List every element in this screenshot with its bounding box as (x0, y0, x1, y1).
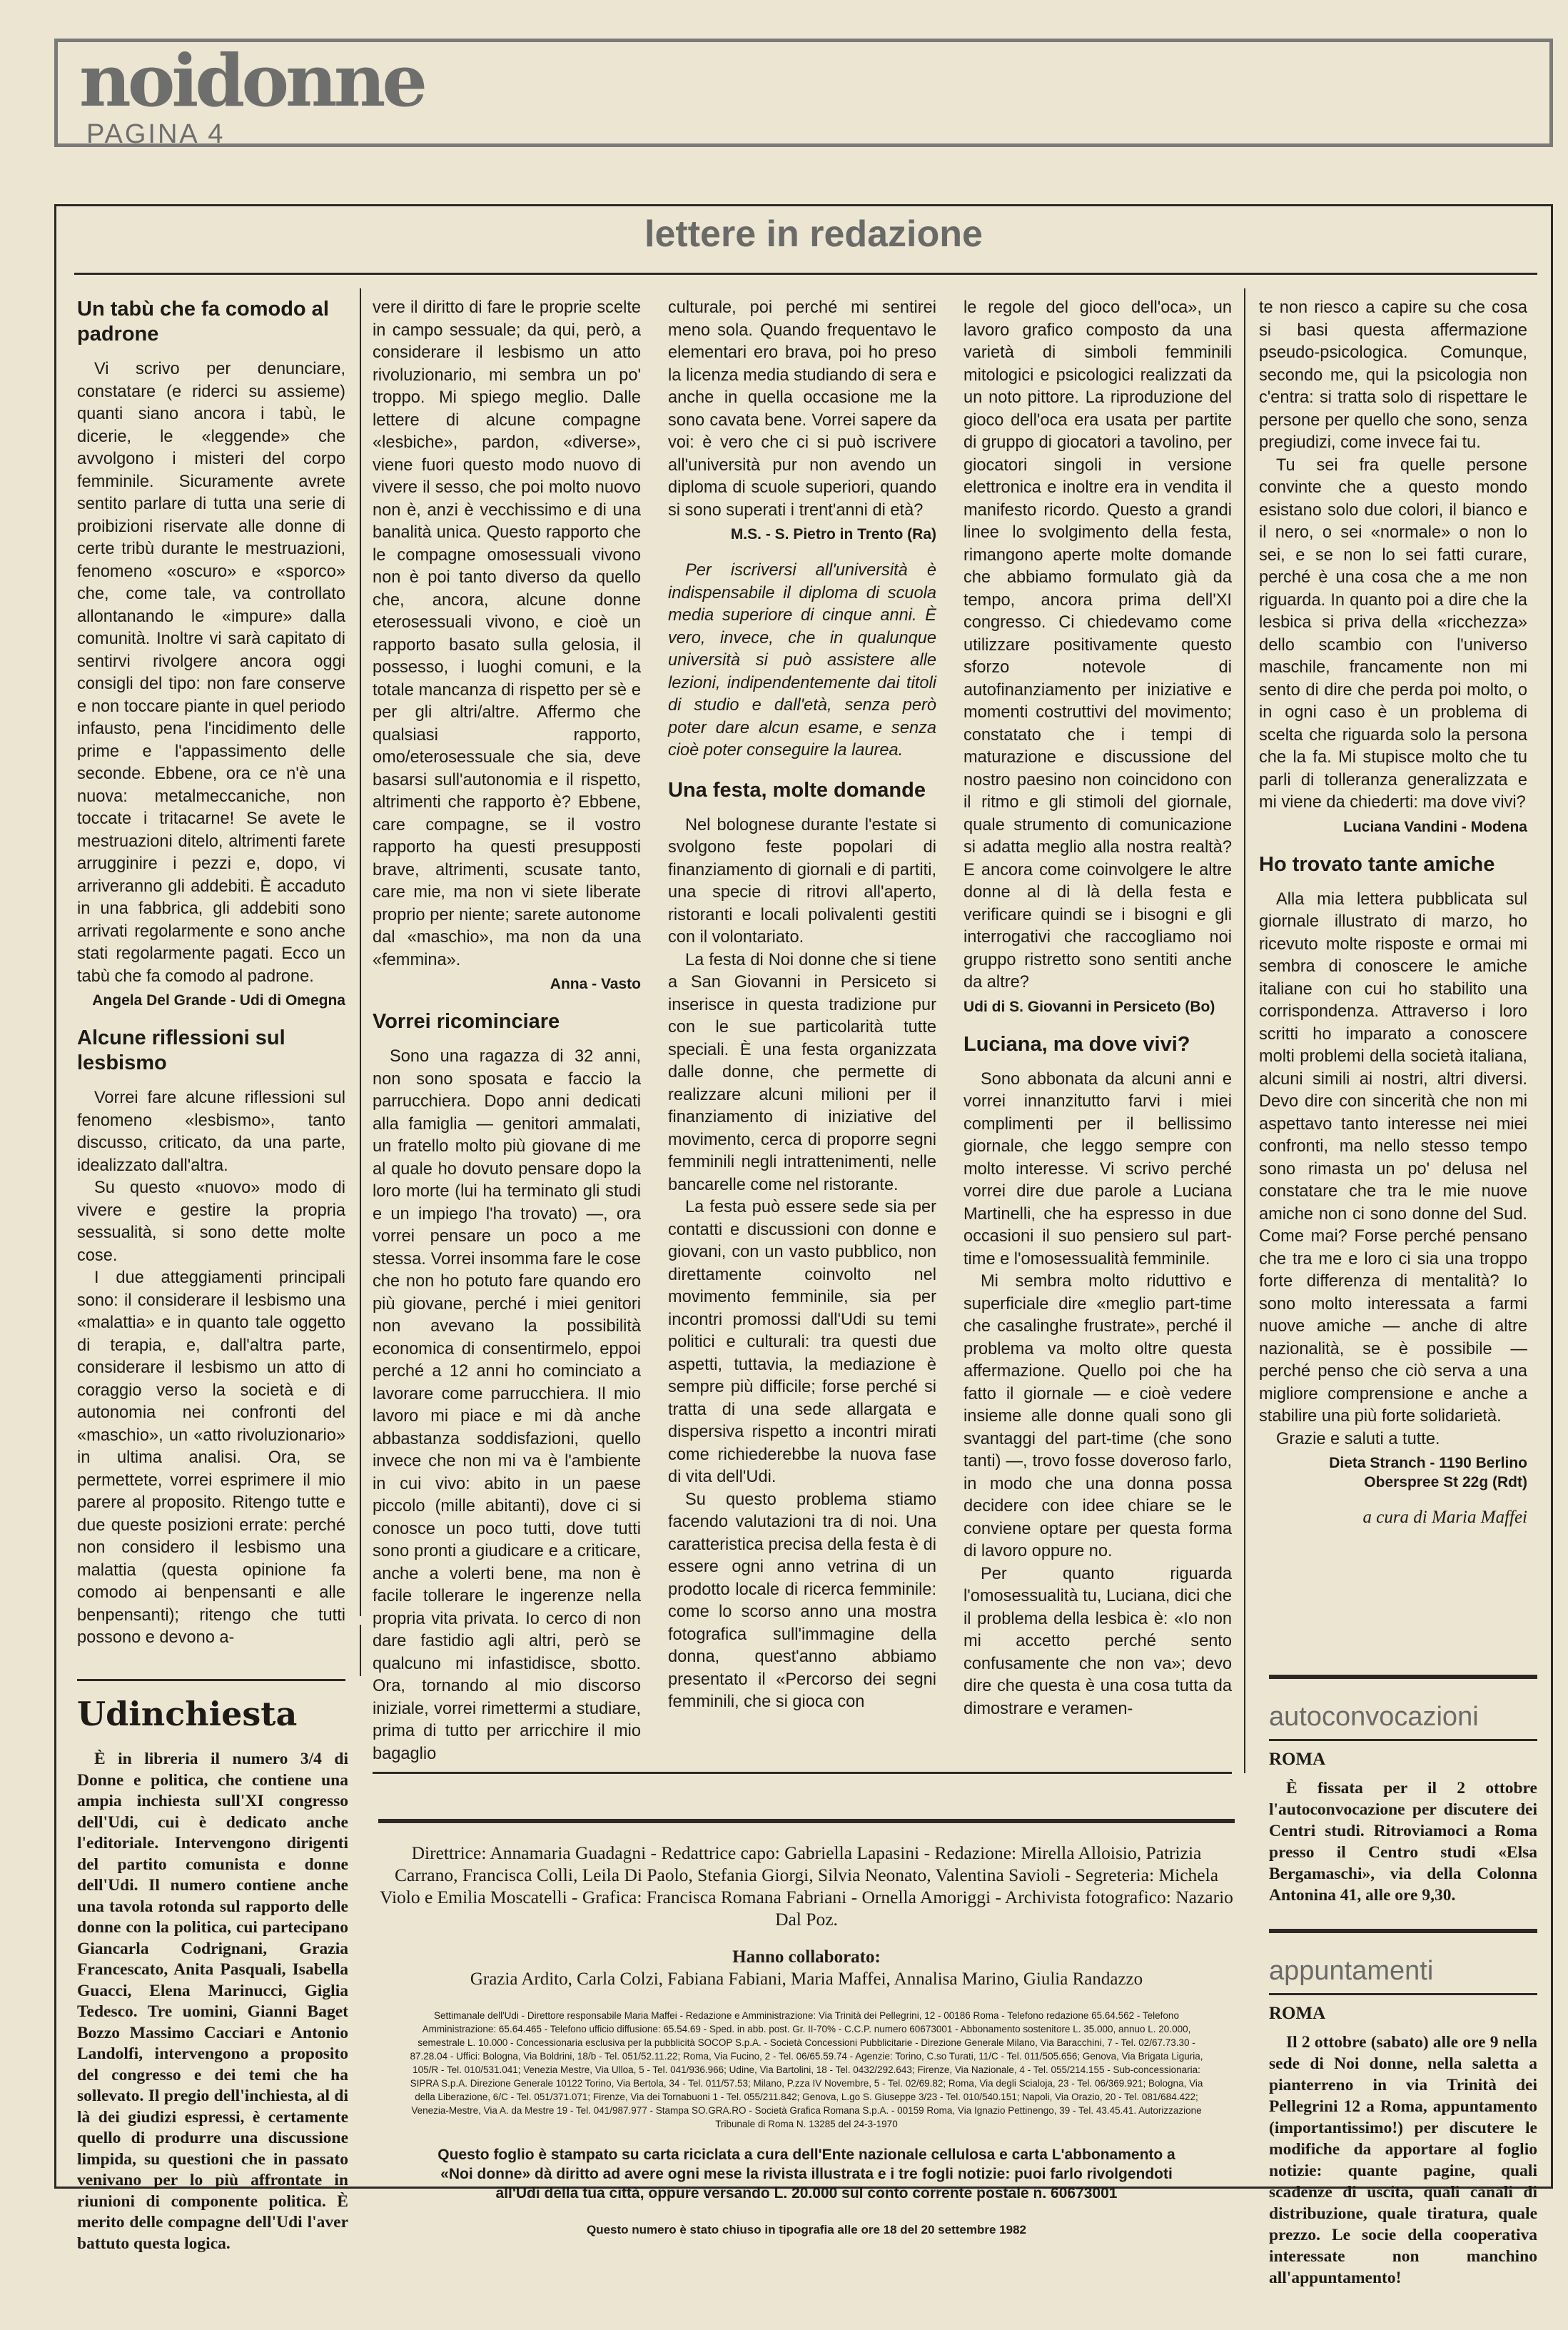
udinchiesta-text (77, 1749, 348, 2254)
letters-column-1 (77, 297, 345, 1650)
editorial-reply: Per iscriversi all'università è indispensabile il diploma di scuola media superiore di cinque anni. È vero, invece, che in qualunque università si può assistere alle lezioni, indipendentemente dai titoli di studio e dall'età, senza però poter dare alcun esame, e senza cioè poter conseguire la laurea. (668, 561, 936, 760)
letter-signature: Angela Del Grande - Udi di Omegna (92, 992, 345, 1009)
column-divider (1244, 288, 1245, 1773)
letter-text: le regole del gioco dell'oca», un lavoro grafico composto da una varietà di simboli femminili mitologici e psicologici realizzati da un noto pittore. La riproduzione del gioco dell'oca era usata per partite di gruppo di giocatori a tavolino, per giocatori singoli in versione elettronica e inoltre era in vendita il manifesto ricordo. Questo a grandi linee lo svolgimento della festa, rimangono aperte molte domande che abbiamo formulato già da tempo, ancora prima dell'XI congresso. Ci chiedevamo come utilizzare positivamente questo sforzo notevole di autofinanziamento per iniziative e momenti costruttivi del movimento; constatato che i tempi di maturazione e discussione del nostro paesino non coincidono con il ritmo e gli stimoli del giornale, quale strumento di comunicazione si adatta meglio alla nostra realtà? E ancora come coinvolgere le altre donne al di là della festa e verificare quindi se i bisogni e gli interrogativi che raccogliamo noi gruppo ristretto sono sentiti anche da altre? (963, 298, 1232, 992)
credits-top-rule (378, 1819, 1235, 1825)
letter-text: Grazie e saluti a tutte. (1276, 1429, 1440, 1448)
letter-heading: Un tabù che fa comodo al padrone (77, 298, 329, 346)
letter-signature: Anna - Vasto (550, 976, 641, 992)
column-divider (360, 288, 361, 1616)
letter-text: Vi scrivo per denunciare, constatare (e riderci su assieme) quanti siano ancora i tabù, le dicerie, le «leggende» che avvolgono i misteri del corpo femminile. Sicuramente avrete sentito parlare di tutta una serie di proibizioni riservate alle donne di certe tribù durante le mestruazioni, fenomeno «oscuro» e «sporco» che, come tale, va controllato allontanando le «impure» dalla comunità. Inoltre vi sarà capitato di sentirvi rivolgere ancora oggi consigli del tipo: non fare conserve e non toccare piante in quel periodo infausto, pena l'incidimento delle prime e l'appassimento delle seconde. Ebbene, ora ce n'è una nuova: metalmeccaniche, non toccate i tritacarne! Se avete le mestruazioni ditelo, altrimenti farete arrugginire i pezzi e, dopo, vi arriveranno gli addebiti. È accaduto in una fabbrica, gli addebiti sono arrivati regolarmente e sono anche stati regolarmente pagati. Ecco un tabù che fa comodo al padrone. (77, 360, 345, 986)
udinchiesta-paragraph: È in libreria il numero 3/4 di Donne e politica, che contiene una ampia inchiesta sull'XI congresso dell'Udi, cui è dedicato anche l'editoriale. Intervengono dirigenti del partito comunista e donne dell'Udi. Il numero contiene anche una tavola rotonda sul rapporto delle donne con la politica, cui partecipano Giancarla Codrignani, Grazia Francescato, Anita Pasquali, Isabella Guacci, Elena Marinucci, Giglia Tedesco. Tre uomini, Gianni Baget Bozzo Massimo Cacciari e Antonio Landolfi, intervengono a proposito del congresso e dei temi che ha sollevato. Il pregio dell'inchiesta, al di là dei giudizi espressi, è certamente quello di produrre una discussione limpida, su questioni che in passato venivano per lo più affrontate in riunioni di componente politica. È merito delle compagne dell'Udi l'aver battuto questa logica. (77, 1750, 348, 2253)
letter-text: Mi sembra molto riduttivo e superficiale dire «meglio part-time che casalinghe frustrate», perché il problema va molto oltre questa affermazione. Quello poi che ha fatto il giornale — e cioè vedere insieme alle donne quali sono gli svantaggi del part-time (che sono tanti) —, trovo fosse doveroso farlo, in modo che una donna possa decidere con idee chiare se le conviene optare per questa forma di lavoro oppure no. (963, 1272, 1232, 1560)
box-rule (1269, 1739, 1537, 1741)
masthead (54, 39, 1553, 147)
letter-text: Sono abbonata da alcuni anni e vorrei innanzitutto farvi i miei complimenti per il bellissimo giornale, che leggo sempre con molto interesse. Vi scrivo perché vorrei dire due parole a Luciana Martinelli, che ha espresso in due occasioni il suo pensiero sul part-time e l'omosessualità femminile. (963, 1069, 1232, 1269)
letter-text: Sono una ragazza di 32 anni, non sono sposata e faccio la parrucchiera. Dopo anni dedicati alla famiglia — genitori ammalati, un fratello molto più giovane di me al quale ho dovuto pensare dopo la loro morte (lui ha terminato gli studi e un impiego l'ha trovato) —, ora vorrei pensare un poco a me stessa. Vorrei insomma fare le cose che non ho potuto fare quando ero più giovane, perché i miei genitori non avevano la possibilità economica di consentirmelo, eppoi perché a 12 anni ho cominciato a lavorare come parrucchiera. Il mio lavoro mi piace e mi dà anche abbastanza soddisfazioni, quello invece che non mi va è l'ambiente in cui vivo: abito in un paese piccolo (mille abitanti), dove ci si conosce un poco tutti, dove tutti sono pronti a giudicare e a criticare, anche a volerti bene, ma non è facile tollerare le ingerenze nella propria vita privata. Io cerco di non dare fastidio agli altri, però se qualcuno mi infastidisce, sbotto. Ora, tornando al mio discorso iniziale, vorrei rimettermi a studiare, prima di tutto per arricchire il mio bagaglio (373, 1047, 641, 1763)
legal-notice: Settimanale dell'Udi - Direttore responsabile Maria Maffei - Redazione e Amministrazione: Via Trinità dei Pellegrini, 12 - 00186 Roma - Telefono redazione 65.64.562 - Telefono Amministrazione: 65.64.465 - Telefono ufficio diffusione: 65.54.69 - Sped. in abb. post. Gr. II-70% - C.C.P. numero 60673001 - Abbonamento sostenitore L. 35.000, annuo L. 20.000, semestrale L. 10.000 - Concessionaria esclusiva per la pubblicità SOCOP S.p.A. - Società Concessioni Pubblicitarie - Direzione Generale Milano, Via Baracchini, 7 - Tel. 02/67.73.30 - 87.28.04 - Uffici: Bologna, Via Boldrini, 18/b - Tel. 051/52.11.22; Roma, Via Fucino, 2 - Tel. 06/65.59.74 - Agenzie: Torino, C.so Turati, 11/C - Tel. 011/505.656; Genova, Via Brigata Liguria, 105/R - Tel. 010/531.041; Venezia Mestre, Via Ulloa, 5 - Tel. 041/936.966; Udine, Via Bartolini, 18 - Tel. 0432/292.643; Firenze, Via Nazionale, 4 - Tel. 055/214.155 - Sub-concessionaria: SIPRA S.p.A. Direzione Generale 10122 Torino, Via Bertola, 34 - Tel. 011/57.53; Milano, P.zza IV Novembre, 5 - Tel. 02/69.82; Roma, Via degli Scialoja, 23 - Tel. 06/369.921; Bologna, Via della Liberazione, 6/C - Tel. 051/371.071; Firenze, Via dei Tornabuoni 1 - Tel. 055/211.842; Genova, L.go S. Giuseppe 3/23 - Tel. 010/540.151; Napoli, Via Orazio, 20 - Tel. 081/684.422; Venezia-Mestre, Via A. da Mestre 19 - Tel. 041/987.977 - Stampa SO.GRA.RO - Società Grafica Romana S.p.A. - 00159 Roma, Via Ignazio Pettinengo, 39 - Tel. 43.45.41. Autorizzazione Tribunale di Roma N. 13285 del 24-3-1970 (410, 2010, 1203, 2129)
letter-text: La festa di Noi donne che si tiene a San Giovanni in Persiceto si inserisce in questa tradizione pur con le sue particolarità tutte speciali. È una festa organizzata dalle donne, che permette di realizzare alcuni milioni per il finanziamento di iniziative del movimento, cerca di proporre segni femminili negli intrattenimenti, nelle bancarelle come nel ristorante. (668, 950, 936, 1194)
subscription-note: Questo foglio è stampato su carta riciclata a cura dell'Ente nazionale cellulosa e carta L'abbonamento a «Noi donne» dà diritto ad avere ogni mese la rivista illustrata e i tre fogli notizie: puoi farlo rivolgendoti all'Udi della tua città, oppure versando L. 20.000 sul conto corrente postale n. 60673001 (437, 2147, 1175, 2202)
column-divider (360, 1625, 361, 1676)
letter-text: Su questo problema stiamo facendo valutazioni tra di noi. Una caratteristica precisa della festa è di essere ogni anno vetrina di un prodotto locale di ricerca femminile: come lo scorso anno una mostra fotografica sull'immagine della donna, quest'anno abbiamo presentato il «Percorso dei segni femminili, che si gioca con (668, 1490, 936, 1711)
letter-heading: Alcune riflessioni sul lesbismo (77, 1027, 285, 1074)
title-rule (74, 273, 1537, 275)
letter-text: culturale, poi perché mi sentirei meno sola. Quando frequentavo le elementari ero brava, poi ho preso la licenza media studiando di sera e anche in quella occasione me la sono cavata bene. Vorrei sapere da voi: è vero che ci si può iscrivere all'università pur non avendo un diploma di scuole superiori, quando si sono superati i trent'anni di età? (668, 298, 936, 520)
section-rule (77, 1679, 345, 1681)
curator-credit: a cura di Maria Maffei (1362, 1508, 1527, 1527)
autoconvocazioni-city: ROMA (1269, 1750, 1326, 1769)
letter-heading: Vorrei ricominciare (373, 1010, 560, 1033)
letter-heading: Luciana, ma dove vivi? (963, 1032, 1190, 1056)
closing-note: Questo numero è stato chiuso in tipografia alle ore 18 del 20 settembre 1982 (587, 2223, 1026, 2236)
box-rule (1269, 1929, 1537, 1933)
letter-text: Su questo «nuovo» modo di vivere e gestire la propria sessualità, si sono dette molte cose. (77, 1179, 345, 1265)
letters-column-3 (668, 297, 936, 1714)
box-rule (1269, 1993, 1537, 1995)
autoconvocazioni-text (1269, 1777, 1537, 1906)
appuntamenti-city: ROMA (1269, 2004, 1326, 2023)
box-rule (1269, 1675, 1537, 1679)
appuntamenti-title: appuntamenti (1269, 1956, 1434, 1986)
masthead-name: noidonne (79, 39, 425, 123)
letter-signature: M.S. - S. Pietro in Trento (Ra) (730, 526, 936, 543)
letter-text: Tu sei fra quelle persone convinte che a questo mondo esistano solo due colori, il bianco e il nero, o sei «normale» o non lo sei, e se non lo sei fatti curare, perché è una cosa che a me non riguarda. In quanto poi a dire che la lesbica si priva della «ricchezza» dello scambio con l'universo maschile, francamente non mi sento di dire che perda poi molto, o in ogni caso è un problema di scelta che riguarda solo la persona che la fa. Mi stupisce molto che tu parli di tolleranza generalizzata e mi viene da chiederti: ma dove vivi? (1259, 455, 1527, 812)
collaborators-heading: Hanno collaborato: (732, 1947, 881, 1967)
letter-heading: Una festa, molte domande (668, 778, 926, 802)
letters-column-4 (963, 297, 1232, 1720)
section-rule (373, 1772, 1232, 1774)
letters-column-2 (373, 297, 641, 1765)
letter-text: Alla mia lettera pubblicata sul giornale illustrato di marzo, ho ricevuto molte risposte e ormai mi sembra di conoscere le amiche italiane con cui ho stabilito una corrispondenza. Attraverso i loro scritti ho imparato a conoscere molti problemi della società italiana, alcuni simili ai nostri, altri diversi. Devo dire con sincerità che non mi aspettavo tanto interesse nei miei confronti, ma nello stesso tempo sono rimasta un po' delusa nel constatare che tra le mie nuove amiche non ci sono donne del Sud. Come mai? Forse perché pensano che tra me e loro ci sia una troppo forte differenza di mentalità? Io sono molto interessata a farmi nuove amiche — anche di altre nazionalità, se è possibile — perché penso che ciò serva a una migliore comprensione e anche a stabilire una più forte solidarietà. (1259, 889, 1527, 1426)
appuntamenti-paragraph: Il 2 ottobre (sabato) alle ore 9 nella sede di Noi donne, nella saletta a pianterreno in via Trinità dei Pellegrini 12 a Roma, appuntamento (importantissimo!) per discutere le modifiche da apportare al foglio notizie: quante pagine, quali scadenze di uscita, quali canali di distribuzione, quale tiratura, quale prezzo. Le socie della cooperativa interessate non manchino all'appuntamento! (1269, 2033, 1537, 2287)
autoconvocazioni-paragraph: È fissata per il 2 ottobre l'autoconvocazione per discutere dei Centri studi. Ritroviamoci a Roma presso il Centro studi «Elsa Bergamaschi», via della Colonna Antonina 41, alle ore 9,30. (1269, 1779, 1537, 1905)
letter-signature: Luciana Vandini - Modena (1343, 818, 1527, 835)
letter-text: I due atteggiamenti principali sono: il considerare il lesbismo una «malattia» e in quanto tale oggetto di terapia, e, dall'altra parte, considerare il lesbismo un atto di coraggio verso la società e di autonomia nei confronti del «maschio», un «atto rivoluzionario» in ultima analisi. Ora, se permettete, vorrei esprimere il mio parere al proposito. Ritengo tutte e due queste posizioni errate: perché non considero il lesbismo una malattia (questa opinione fa comodo ai benpensanti e alle benpensanti); ritengo che tutti possono e devono a- (77, 1269, 345, 1647)
staff-list: Direttrice: Annamaria Guadagni - Redattrice capo: Gabriella Lapasini - Redazione: Mirella Alloisio, Patrizia Carrano, Francisca Colli, Leila Di Paolo, Stefania Giorgi, Silvia Neonato, Valentina Savioli - Segreteria: Michela Violo e Emilia Moscatelli - Grafica: Francisca Romana Fabriani - Ornella Amoriggi - Archivista fotografico: Nazario Dal Poz. (380, 1842, 1233, 1930)
letter-text: Per quanto riguarda l'omosessualità tu, Luciana, dici che il problema della lesbica è: «Io non mi accetto perché sento confusamente che non va»; devo dire che questa è una cosa tutta da dimostrare e veramen- (963, 1564, 1232, 1718)
letter-heading: Ho trovato tante amiche (1259, 852, 1495, 876)
autoconvocazioni-title: autoconvocazioni (1269, 1702, 1479, 1732)
page-number: PAGINA 4 (86, 119, 226, 149)
collaborators-names: Grazia Ardito, Carla Colzi, Fabiana Fabiani, Maria Maffei, Annalisa Marino, Giulia Randazzo (470, 1970, 1143, 1989)
letter-text: La festa può essere sede sia per contatti e discussioni con donne e giovani, con un vasto pubblico, non direttamente coinvolto nel movimento femminile, sia per incontri promossi dall'Udi su temi politici e culturali: tra questi due aspetti, tuttavia, la mediazione è sempre più difficile; forse perché si tratta di una sede allargata e dispersiva rispetto a incontri mirati come richiederebbe la nuova fase di vita dell'Udi. (668, 1198, 936, 1486)
section-title: lettere in redazione (644, 213, 983, 255)
appuntamenti-text (1269, 2032, 1537, 2289)
letter-signature: Dieta Stranch - 1190 Berlino Oberspree St 22g (Rdt) (1329, 1455, 1527, 1491)
letter-signature: Udi di S. Giovanni in Persiceto (Bo) (963, 998, 1215, 1015)
letters-column-5 (1259, 297, 1527, 1543)
letter-text: Nel bolognese durante l'estate si svolgono feste popolari di finanziamento di giornali e di partiti, una specie di ritrovi all'aperto, ristoranti e locali polivalenti gestiti con il volontariato. (668, 815, 936, 947)
letter-text: vere il diritto di fare le proprie scelte in campo sessuale; da qui, però, a considerare il lesbismo un atto rivoluzionario, mi sembra un po' troppo. Mi spiego meglio. Dalle lettere di alcune compagne «lesbiche», pardon, «diverse», viene fuori questo modo nuovo di vivere il sesso, che poi molto nuovo non è, anzi è vecchissimo e di una banalità unica. Questo rapporto che le compagne omosessuali vivono non è poi tanto diverso da quello che, ancora, alcune donne eterosessuali vivono, e cioè un rapporto basato sulla gelosia, il possesso, i luoghi comuni, e la totale mancanza di rispetto per sè e per gli altri/altre. Affermo che qualsiasi rapporto, omo/eterosessuale che sia, deve basarsi sull'autonomia e il rispetto, altrimenti che rapporto è? Ebbene, care compagne, se il vostro rapporto ha questi presupposti brave, altrimenti, scusate tanto, care mie, ma non vi siete liberate proprio per niente; sarete autonome dal «maschio», ma non da una «femmina». (373, 298, 641, 969)
udinchiesta-title: Udinchiesta (77, 1695, 298, 1733)
letter-text: te non riesco a capire su che cosa si basi questa affermazione pseudo-psicologica. Comunque, secondo me, qui la psicologia non c'entra: si tratta solo di rispettare le persone per quello che sono, senza pregiudizi, come invece fai tu. (1259, 298, 1527, 452)
letter-text: Vorrei fare alcune riflessioni sul fenomeno «lesbismo», tanto discusso, criticato, da una parte, idealizzato dall'altra. (77, 1089, 345, 1175)
credits-box (378, 1842, 1235, 2241)
